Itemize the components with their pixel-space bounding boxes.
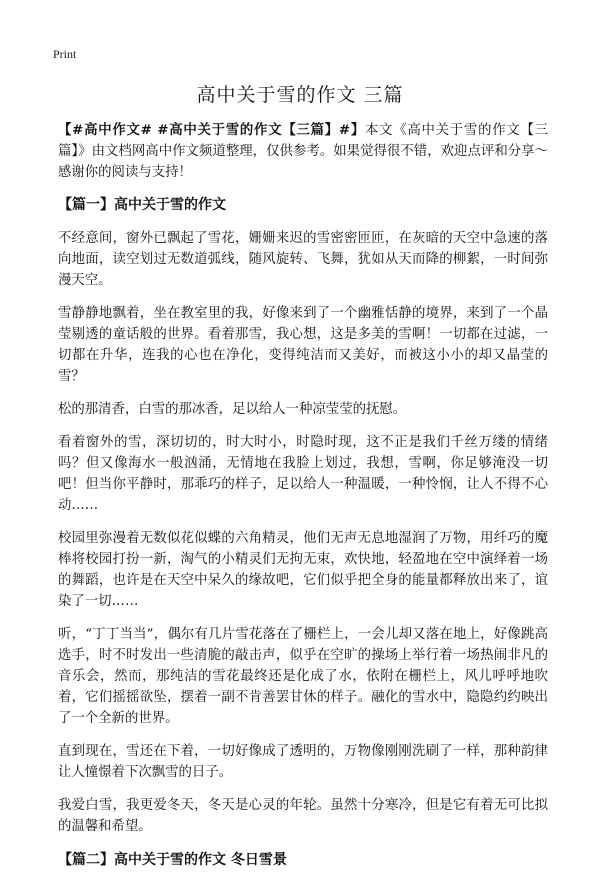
intro-text: 本文《高中关于雪的作文【三篇】》由文档网高中作文频道整理，仅供参考。如果觉得很不错，欢迎点评和分享～感谢你的阅读与支持！ — [58, 123, 549, 180]
section-heading-1: 【篇一】高中关于雪的作文 — [58, 197, 226, 213]
paragraph: 看着窗外的雪，深切切的，时大时小，时隐时现，这不正是我们千丝万缕的情绪吗？但又像海水一般汹涌，无情地在我脸上划过，我想，雪啊，你足够淹没一切吧！但当你平静时，那乖巧的样子，足以给人一种温暖，一种怜悯，让人不得不心动…… — [58, 435, 548, 513]
paragraph: 我爱白雪，我更爱冬天，冬天是心灵的年轮。虽然十分寒冷，但是它有着无可比拟的温馨和希望。 — [58, 798, 548, 834]
paragraph: 雪静静地飘着，坐在教室里的我，好像来到了一个幽雅恬静的境界，来到了一个晶莹剔透的童话般的世界。看着那雪，我心想，这是多美的雪啊！一切都在过滤，一切都在升华，连我的心也在净化，变得纯洁而又美好，而被这小小的却又晶莹的雪？ — [58, 306, 548, 384]
paragraph: 松的那清香，白雪的那冰香，足以给人一种凉莹莹的抚慰。 — [58, 402, 407, 417]
paragraph: 听，“丁丁当当”，偶尔有几片雪花落在了栅栏上，一会儿却又落在地上，好像跳高选手，时不时发出一些清脆的敲击声，似乎在空旷的操场上举行着一场热闹非凡的音乐会，然而，那纯洁的雪花最终还是化成了水，依附在栅栏上，风儿呼呼地吹着，它们摇摇欲坠，摆着一副不肯善罢甘休的样子。融化的雪水中，隐隐约约映出了一个全新的世界。 — [58, 627, 548, 726]
intro-tags: 【#高中作文# #高中关于雪的作文【三篇】#】 — [58, 122, 365, 138]
paragraph: 直到现在，雪还在下着，一切好像成了透明的，万物像刚刚洗刷了一样，那种韵律让人憧憬着下次飘雪的日子。 — [58, 744, 548, 780]
print-link[interactable]: Print — [53, 47, 77, 61]
paragraph: 校园里弥漫着无数似花似蝶的六角精灵，他们无声无息地湿润了万物，用纤巧的魔棒将校园打扮一新，淘气的小精灵们无拘无束，欢快地，轻盈地在空中演绎着一场的舞蹈，也许是在天空中呆久的缘故吧，它们似乎把全身的能量都释放出来了，谊染了一切…… — [58, 531, 548, 609]
section-heading-2: 【篇二】高中关于雪的作文 冬日雪景 — [58, 852, 287, 868]
paragraph: 不经意间，窗外已飘起了雪花，姗姗来迟的雪密密匝匝，在灰暗的天空中急速的落向地面，读空划过无数道弧线，随风旋转、飞舞，犹如从天而降的柳絮，一时间弥漫天空。 — [58, 231, 548, 288]
article-body — [58, 120, 548, 883]
page-title: 高中关于雪的作文 三篇 — [196, 84, 404, 106]
intro-paragraph — [58, 120, 548, 183]
